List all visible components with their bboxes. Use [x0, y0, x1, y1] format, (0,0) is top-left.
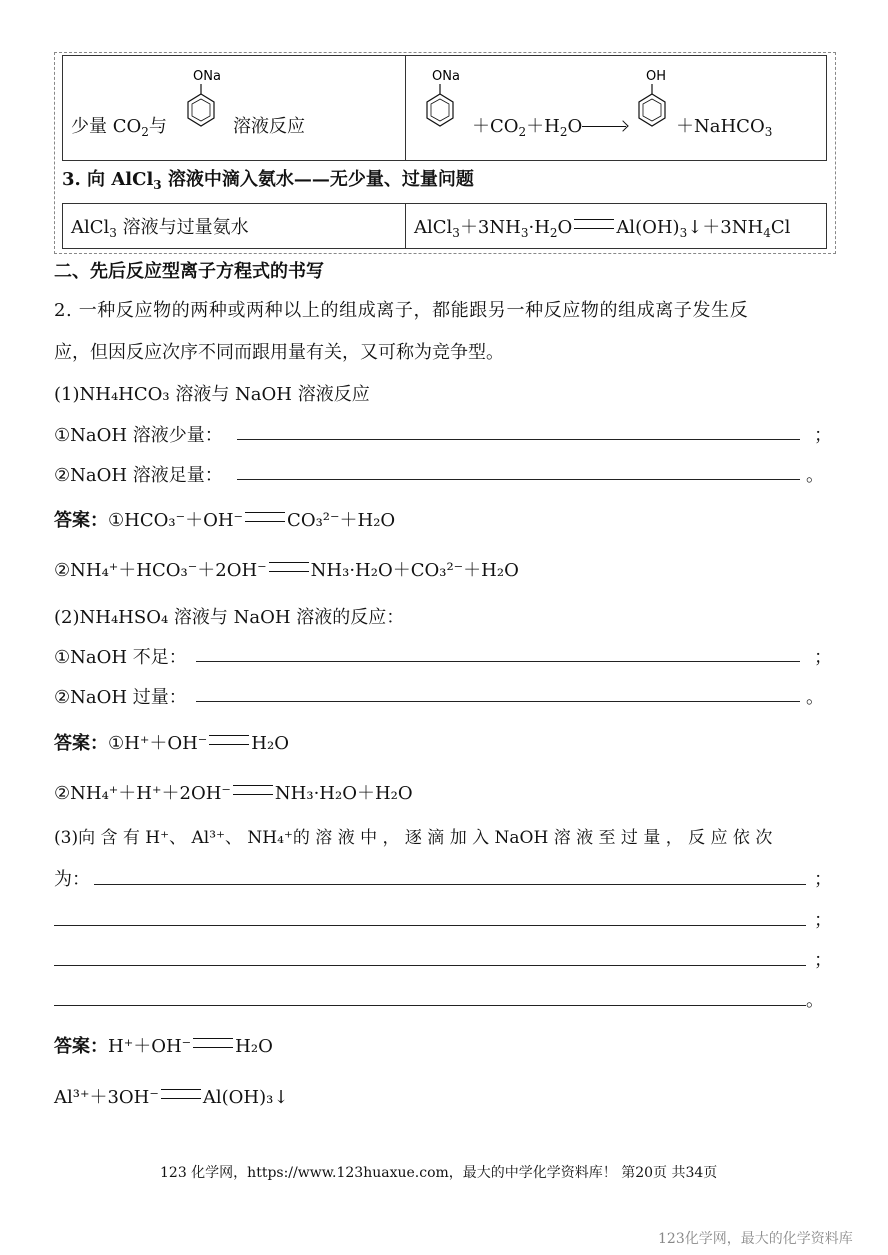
q2-ans1-right: H₂O	[251, 733, 289, 754]
plus-nahco3: ＋NaHCO	[676, 116, 765, 137]
q3-answer-1	[54, 1032, 273, 1058]
table2-right-cell	[406, 204, 827, 249]
q2-answer-blank-a[interactable]	[196, 661, 800, 662]
section3-title	[62, 165, 474, 192]
q3-end-2: ；	[814, 910, 832, 931]
q3-answer-blank-3[interactable]	[54, 965, 806, 966]
plus-co2: ＋CO	[472, 116, 519, 137]
equals-sign	[574, 219, 614, 229]
sodium-phenoxide-structure-2	[420, 64, 460, 134]
q3-end-4: 。	[806, 990, 824, 1011]
equals-sign	[269, 562, 309, 572]
phenol-structure	[632, 64, 672, 134]
nahco3-sub: 3	[764, 125, 773, 139]
ona-label-2: ONa	[432, 69, 460, 84]
co2-sub: 2	[518, 125, 527, 139]
q2-answer-2	[54, 779, 413, 805]
eq-f-sub: 4	[763, 225, 771, 240]
q3-answer-blank-4[interactable]	[54, 1005, 806, 1006]
q2-ans1-left: ①H⁺＋OH⁻	[108, 733, 208, 754]
text-co2-prefix: 少量 CO	[71, 116, 142, 137]
equals-sign	[193, 1038, 233, 1048]
eq-e: Al(OH)	[616, 216, 680, 238]
q1-answer-blank-a[interactable]	[237, 439, 800, 440]
reaction-arrow	[582, 126, 626, 127]
q3-ans2-right: Al(OH)₃↓	[202, 1087, 289, 1108]
q1-end-a: ；	[814, 425, 832, 446]
text-with: 与	[148, 116, 167, 137]
q2-answer-label: 答案：	[54, 733, 108, 754]
para2-line1: 2. 一种反应物的两种或两种以上的组成离子，都能跟另一种反应物的组成离子发生反	[54, 300, 749, 321]
q3-answer-label: 答案：	[54, 1036, 108, 1057]
plus-h2o: ＋H	[526, 116, 560, 137]
equals-sign	[161, 1089, 201, 1099]
q1-answer-2	[54, 556, 519, 582]
eq-e-sub: 3	[679, 225, 688, 240]
q1-ans2-right: NH₃·H₂O＋CO₃²⁻＋H₂O	[310, 560, 519, 581]
section-heading-2: 二、先后反应型离子方程式的书写	[54, 261, 324, 282]
reaction-table-2	[62, 203, 827, 249]
q2-end-a: ；	[814, 647, 832, 668]
eq-b: ＋3NH	[459, 216, 521, 238]
table1-left-cell	[63, 56, 406, 161]
q3-answer-blank-2[interactable]	[54, 925, 806, 926]
equals-sign	[233, 785, 273, 795]
section3-title-pre: 3. 向 AlCl	[62, 169, 154, 190]
oh-label: OH	[646, 69, 667, 84]
q2-end-b: 。	[806, 687, 824, 708]
alcl3-a: AlCl	[71, 216, 110, 238]
eq-c-sub: 2	[549, 225, 558, 240]
alcl3-post: 溶液与过量氨水	[116, 216, 249, 238]
q3-end-3: ；	[814, 950, 832, 971]
q3-end-1: ；	[814, 869, 832, 890]
alcl3-sub: 3	[109, 225, 117, 240]
q3-line2: 为：	[54, 869, 90, 890]
equals-sign	[245, 512, 285, 522]
q1-end-b: 。	[806, 465, 824, 486]
equals-sign	[209, 735, 249, 745]
section3-title-post: 溶液中滴入氨水——无少量、过量问题	[161, 169, 474, 190]
q3-ans1-right: H₂O	[235, 1036, 273, 1057]
section3-title-sub: 3	[153, 178, 162, 192]
ona-label: ONa	[193, 69, 221, 84]
table1-equation-middle	[472, 112, 626, 139]
q1-prompt-b: ②NaOH 溶液足量：	[54, 465, 223, 486]
text-solution-reaction: 溶液反应	[233, 116, 305, 137]
q1-ans1-right: CO₃²⁻＋H₂O	[287, 510, 396, 531]
q1-prompt-a: ①NaOH 溶液少量：	[54, 425, 223, 446]
q2-ans2-right: NH₃·H₂O＋H₂O	[274, 783, 413, 804]
q1-answer-blank-b[interactable]	[237, 479, 800, 480]
q1-answer-1	[54, 506, 395, 532]
watermark-text: 123化学网，最大的化学资料库	[658, 1231, 853, 1247]
q2-prompt-a: ①NaOH 不足：	[54, 647, 187, 668]
q2-answer-1	[54, 729, 289, 755]
eq-g: Cl	[770, 216, 791, 238]
sodium-phenoxide-structure	[181, 64, 221, 134]
q3-ans2-left: Al³⁺＋3OH⁻	[54, 1087, 159, 1108]
eq-c: ·H	[528, 216, 550, 238]
q3-answer-2	[54, 1083, 288, 1109]
q1-title: (1)NH₄HCO₃ 溶液与 NaOH 溶液反应	[54, 384, 370, 405]
q2-answer-blank-b[interactable]	[196, 701, 800, 702]
para2-line2: 应，但因反应次序不同而跟用量有关，又可称为竞争型。	[54, 342, 504, 363]
eq-b-sub: 3	[520, 225, 529, 240]
eq-d: O	[557, 216, 573, 238]
page-footer: 123 化学网，https://www.123huaxue.com，最大的中学化学资料库！ 第20页 共34页	[160, 1165, 718, 1181]
co2-subscript: 2	[141, 125, 149, 139]
eq-a: AlCl	[414, 216, 453, 238]
h2o-sub: 2	[559, 125, 568, 139]
table1-equation-end	[676, 112, 772, 139]
q1-ans2-left: ②NH₄⁺＋HCO₃⁻＋2OH⁻	[54, 560, 267, 581]
eq-f: ↓＋3NH	[687, 216, 764, 238]
q1-ans1-left: ①HCO₃⁻＋OH⁻	[108, 510, 244, 531]
q2-ans2-left: ②NH₄⁺＋H⁺＋2OH⁻	[54, 783, 231, 804]
q2-title: (2)NH₄HSO₄ 溶液与 NaOH 溶液的反应：	[54, 607, 405, 628]
q2-prompt-b: ②NaOH 过量：	[54, 687, 187, 708]
q3-ans1-left: H⁺＋OH⁻	[108, 1036, 192, 1057]
reaction-table-1	[62, 55, 827, 161]
table1-right-cell	[406, 56, 827, 161]
q3-line1: (3)向 含 有 H⁺、 Al³⁺、 NH₄⁺的 溶 液 中 ， 逐 滴 加 入 NaOH 溶 液 至 过 量 ， 反 应 依 次	[54, 828, 773, 848]
table2-left-cell	[63, 204, 406, 249]
h2o-o: O	[567, 116, 583, 137]
eq-a-sub: 3	[452, 225, 460, 240]
q3-answer-blank-1[interactable]	[94, 884, 806, 885]
q1-answer-label: 答案：	[54, 510, 108, 531]
